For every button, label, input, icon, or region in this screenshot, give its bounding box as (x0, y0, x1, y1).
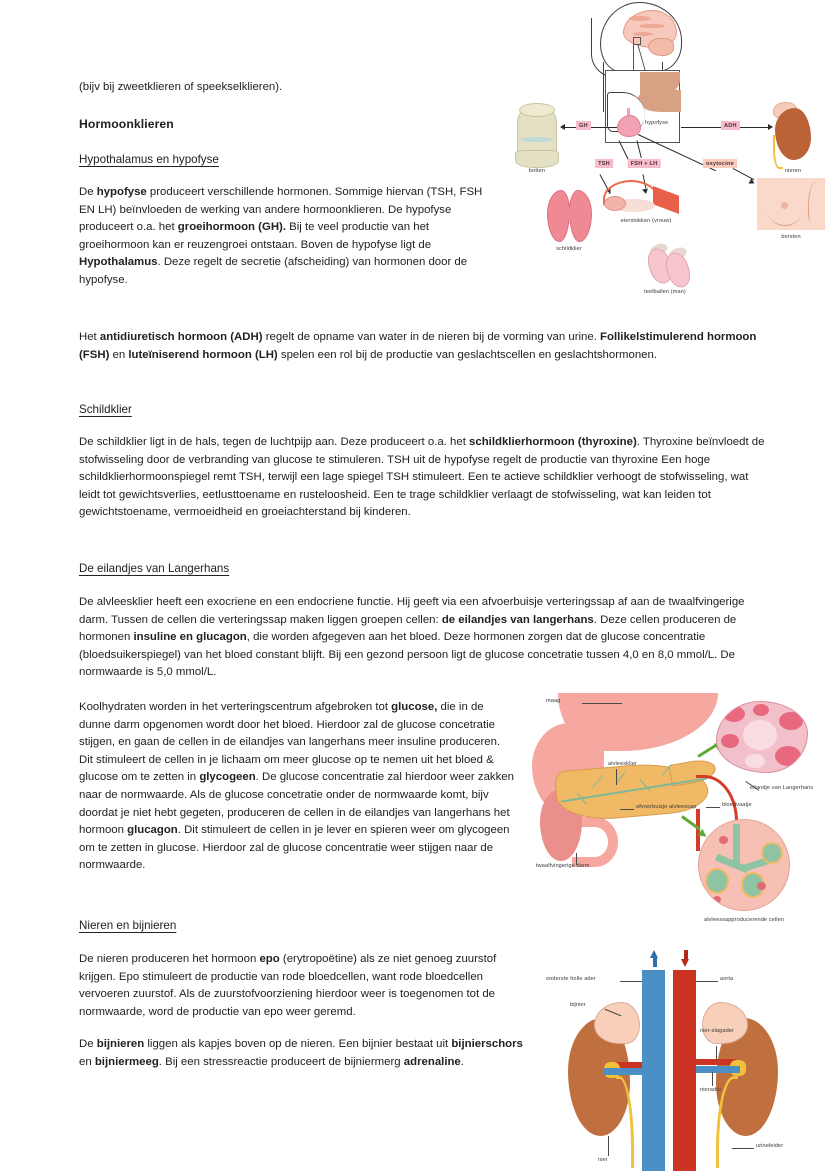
testis-icon (662, 249, 694, 290)
run-text: en (109, 348, 129, 361)
run-text: liggen als kapjes boven op de nieren. Een bijnier bestaat uit (144, 1038, 452, 1050)
uterus-icon (653, 186, 679, 214)
run-text: De schildklier ligt in de hals, tegen de luchtpijp aan. Deze produceert o.a. het (79, 436, 470, 448)
run-bold: insuline en glucagon (133, 631, 247, 644)
label-eierstokken: eierstokken (vrouw) (620, 218, 672, 224)
run-text: . Deze cellen produceren de hormonen (79, 613, 737, 644)
paragraph-schildklier (79, 434, 769, 522)
run-bold: glucagon (127, 824, 178, 837)
label-aorta: aorta (720, 976, 734, 982)
adh-arrow-head (768, 124, 773, 130)
paragraph-langerhans (79, 594, 769, 682)
label-nier: nier (598, 1157, 608, 1163)
label-bijnier: bijnier (570, 1002, 586, 1008)
paragraph-bijnieren (79, 1036, 529, 1071)
run-bold: glucose, (391, 701, 438, 713)
paragraph-epo (79, 951, 529, 1021)
run-bold: schildklierhormoon (thyroxine) (469, 436, 637, 448)
run-bold: hypofyse (96, 186, 147, 198)
label-borsten: borsten (781, 234, 801, 240)
run-text: De (79, 186, 97, 198)
vein-flow-arrow-stem (653, 957, 657, 967)
paragraph-hypofyse (79, 184, 499, 290)
figure-alvleesklier-diagram (520, 693, 828, 933)
page-title-text: Hormoonklieren (79, 117, 174, 131)
page-title (79, 116, 499, 134)
section-heading-hypothalamus (79, 151, 499, 169)
badge-oxytocine: oxytocine (703, 159, 737, 168)
run-text: en (79, 1055, 95, 1068)
label-schildklier: schildklier (556, 246, 582, 252)
run-text: spelen een rol bij de productie van geslachtscellen en geslachtshormonen. (277, 348, 658, 361)
label-teelballen: teelballen (man) (644, 289, 686, 295)
run-text: Koolhydraten worden in het verteringscentrum afgebroken tot (79, 701, 392, 713)
run-bold: groeihormoon (GH). (177, 221, 286, 234)
section-heading-langerhans (79, 560, 769, 578)
badge-adh: ADH (721, 121, 740, 130)
acinar-cells-icon (698, 819, 790, 911)
islet-of-langerhans-icon (716, 701, 808, 773)
label-nieren: nieren (784, 168, 802, 174)
run-text: De alvleesklier heeft een exocriene en een endocriene functie. Hij geeft via een afvoerbuisje verteringssap af aan de twaalfvingerige darm. Tussen de cellen die verteringssap maken liggen groepen cellen: (79, 596, 745, 626)
run-text: De nieren produceren het hormoon (79, 953, 260, 965)
leader-holle-ader (620, 981, 642, 982)
run-text: . Deze regelt de secretie (afscheiding) van hormonen door de hypofyse. (79, 256, 468, 286)
brain-fold (633, 32, 653, 36)
run-text: regelt de opname van water in de nieren bij de vorming van urine. (262, 331, 601, 343)
run-text: . Bij een stressreactie produceert de bijniermerg (158, 1055, 404, 1068)
label-hypofyse: hypofyse (645, 120, 669, 126)
label-bloedvaatje: bloedvaatje (722, 802, 752, 808)
run-text: . De glucose concentratie zal hierdoor weer zakken naar de normwaarde. Als de glucose concetratie onder de normwaarde komt, bijv doordat je niet hebt gegeten, produceren de cellen in de eilandjes van langerhans het hormoon (79, 771, 514, 837)
bone-marrow (521, 137, 553, 142)
run-text: De (79, 1038, 97, 1050)
label-onderste-holle-ader: onderste holle ader (546, 976, 596, 982)
run-text: . Thyroxine beïnvloedt de stofwisseling door de verbranding van glucose te stimuleren. TSH uit de hypofyse regelt de productie van thyroxine Een hoge schildklierhormoonspiegel remt TSH, terwijl een lage spiegel TSH stimuleert. Een te actieve schildklier verhoogt de stofwisseling, wat leidt tot gewichtsverlies, eetlusttoename en rusteloosheid. Een te trage schildklier verlaagt de stofwisseling, wat kan leiden tot gewichtstoename, vermoeidheid en groeiachterstand bij kinderen. (79, 436, 765, 519)
run-text: produceert verschillende hormonen. Sommige hiervan (TSH, FSH EN LH) beïnvloeden de werking van andere hormoonklieren. De hypofyse produceert o.a. het (79, 186, 483, 234)
zoom-connector (633, 45, 634, 70)
gh-arrow-head (560, 124, 565, 130)
section-heading-text: Schildklier (79, 403, 132, 416)
run-bold: epo (259, 953, 280, 965)
figure-hypofyse-hormonen-diagram (505, 0, 828, 312)
tsh-arrow-line (619, 140, 629, 160)
label-maag: maag (546, 698, 561, 704)
zoom-source-box (633, 37, 641, 45)
leader-alvleesklier (616, 769, 617, 785)
label-botten: botten (528, 168, 546, 174)
gh-arrow-line (565, 127, 617, 128)
label-nier-slagader: nier-slagader (700, 1028, 734, 1034)
section-heading-schildklier (79, 401, 769, 419)
leader-nier (608, 1136, 609, 1156)
vena-cava-icon (642, 970, 665, 1171)
breast-contour (767, 192, 803, 226)
leader-nierslagader (716, 1046, 717, 1060)
figure-nieren-bijnieren-diagram (520, 940, 828, 1171)
leader-nierader (712, 1072, 713, 1086)
run-bold: Follikelstimulerend hormoon (FSH) (79, 331, 757, 361)
badge-gh: GH (576, 121, 591, 130)
run-bold: bijniermeeg (94, 1055, 159, 1068)
label-eilandje-langerhans: eilandje van Langerhans (750, 785, 814, 791)
ureter-left-icon (616, 1076, 634, 1168)
run-bold: adrenaline (403, 1055, 461, 1068)
run-bold: glycogeen (199, 771, 256, 784)
bone-head (519, 103, 555, 117)
badge-fsh-lh: FSH + LH (628, 159, 661, 168)
section-heading-text: Nieren en bijnieren (79, 919, 177, 932)
label-urineleider: urineleider (756, 1143, 784, 1149)
run-text: , die worden afgegeven aan het bloed. Deze hormonen zorgen dat de glucose concentratie (bloedsuikerspiegel) van het bloed constant blijft. Bij een gezond persoon ligt de glucose concetratie tussen 4,0 en 8,0 mmol/L. De normwaarde is 5,0 mmol/L. (79, 631, 735, 679)
paragraph-glucose (79, 699, 517, 875)
section-heading-text: Hypothalamus en hypofyse (79, 153, 219, 166)
label-nierader: nierader (700, 1087, 722, 1093)
run-bold: luteïniserend hormoon (LH) (128, 348, 278, 361)
label-afvoerbuisje: afvoerbuisje alvleessap (636, 804, 697, 810)
ovary-icon (604, 196, 626, 211)
leader-urineleider (732, 1148, 754, 1149)
leader-bloedvaatje (706, 807, 720, 808)
label-alvleesklier: alvleesklier (608, 761, 637, 767)
leader-afvoerbuisje (620, 809, 634, 810)
brain-fold (639, 24, 665, 28)
paragraph-intro-parenthetical (79, 79, 499, 97)
run-text: . (460, 1055, 464, 1068)
section-heading-nieren (79, 917, 499, 935)
section-heading-text: De eilandjes van Langerhans (79, 562, 230, 575)
vein-flow-arrow-icon (650, 950, 658, 958)
run-text: Bij te veel productie van het groeihormoon kan er reuzengroei ontstaan. Boven de hypofyse ligt de (79, 221, 432, 251)
arm-contour (808, 180, 824, 222)
run-text: . Dit stimuleert de cellen in je lever en spieren weer om glycogeen om te zetten in glucose. Hierdoor zal de glucose concentratie weer stijgen naar de normwaarde. (79, 824, 510, 872)
oxytocine-arrow-head (749, 178, 756, 186)
adrenal-right-icon (702, 1002, 748, 1044)
label-twaalfvingerige-darm: twaalfvingerige darm (536, 863, 590, 869)
thyroid-isthmus (563, 208, 577, 221)
nipple (781, 202, 788, 209)
paragraph-adh (79, 329, 769, 364)
adrenal-left-icon (594, 1002, 640, 1044)
bone-flare (515, 150, 559, 168)
run-bold: bijnieren (96, 1038, 145, 1050)
run-bold: antidiuretisch hormoon (ADH) (99, 331, 263, 343)
leader-aorta (696, 981, 718, 982)
ureter-icon (773, 135, 783, 169)
run-text: die in de dunne darm opgenomen wordt door het bloed. Hierdoor zal de glucose concetratie stijgen, en gaan de cellen in de eilandjes van langerhans meer insuline produceren. Dit stimuleert de cellen in je lichaam om meer glucose op te nemen uit het bloed & glucose om te zetten in (79, 701, 501, 784)
run-bold: bijnierschors (451, 1038, 523, 1050)
run-text: (erytropoëtine) als ze niet genoeg zuurstof krijgen. Epo stimuleert de productie van rode bloedcellen, want rode bloedcellen vervoeren zuurstof. Als de zuurstofvoorziening hierdoor weer is toegenomen tot de normwaarde, word de productie van epo weer geremd. (79, 953, 497, 1018)
intro-text: (bijv bij zweetklieren of speekselklieren). (79, 81, 283, 93)
run-text: Het (79, 331, 100, 343)
run-bold: de eilandjes van langerhans (441, 613, 594, 626)
aorta-icon (673, 970, 696, 1171)
cerebellum-icon (648, 38, 674, 56)
artery-flow-arrow-icon (681, 959, 689, 967)
run-bold: Hypothalamus (79, 256, 158, 269)
badge-tsh: TSH (595, 159, 613, 168)
leader-maag (582, 703, 622, 704)
label-alvleessapproducerende-cellen: alvleessapproducerende cellen (703, 917, 785, 923)
